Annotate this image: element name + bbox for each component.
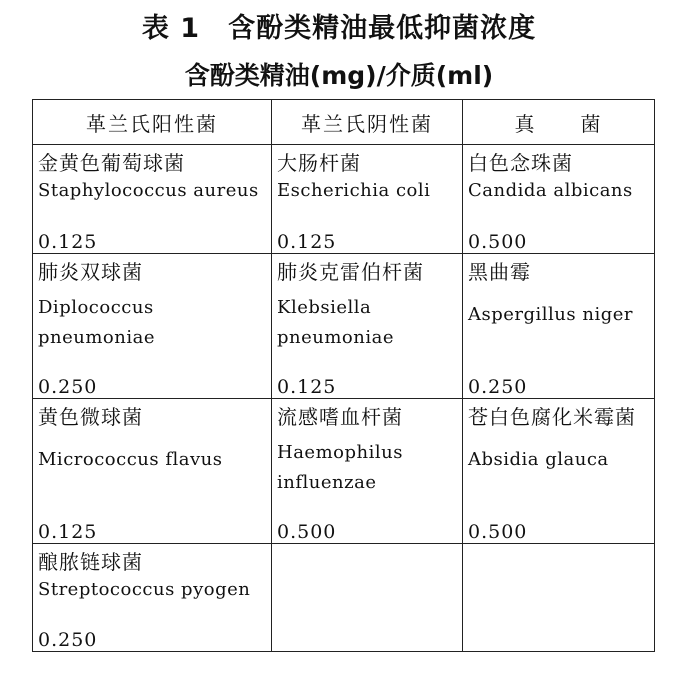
mic-value: 0.500 [468, 231, 528, 253]
table-cell [33, 145, 272, 254]
cn-name: 肺炎双球菌 [38, 260, 143, 284]
table-cell [33, 544, 272, 652]
cn-name: 苍白色腐化米霉菌 [468, 405, 636, 429]
mic-value: 0.125 [277, 376, 337, 398]
table-cell [272, 254, 463, 399]
mic-table [32, 99, 655, 652]
sci-name: Haemophilus influenzae [277, 442, 403, 493]
header-gram-negative: 革兰氏阴性菌 [272, 100, 463, 145]
cn-name: 白色念珠菌 [468, 151, 573, 175]
table-cell [272, 145, 463, 254]
table-cell [33, 254, 272, 399]
sci-name: Aspergillus niger [468, 304, 633, 325]
cn-name: 金黄色葡萄球菌 [38, 151, 185, 175]
table-cell [463, 145, 655, 254]
sci-name: Streptococcus pyogen [38, 579, 251, 600]
sci-name: Diplococcus pneumoniae [38, 297, 155, 348]
sci-name: Escherichia coli [277, 180, 431, 201]
header-gram-positive: 革兰氏阳性菌 [33, 100, 272, 145]
mic-value: 0.250 [468, 376, 528, 398]
cn-name: 肺炎克雷伯杆菌 [277, 260, 424, 284]
header-row [33, 100, 655, 145]
cn-name: 黑曲霉 [468, 260, 531, 284]
mic-value: 0.125 [38, 231, 98, 253]
mic-value: 0.125 [38, 521, 98, 543]
table-subtitle: 含酚类精油(mg)/介质(ml) [184, 61, 494, 90]
header-fungi: 真 菌 [463, 100, 655, 145]
cn-name: 大肠杆菌 [277, 151, 361, 175]
mic-value: 0.250 [38, 629, 98, 651]
table-row [33, 145, 655, 254]
table-row [33, 399, 655, 544]
table-cell [272, 399, 463, 544]
table-row [33, 254, 655, 399]
cn-name: 酿脓链球菌 [38, 550, 143, 574]
table-row [33, 544, 655, 652]
table-cell-empty [272, 544, 463, 652]
table-cell [463, 399, 655, 544]
sci-name: Klebsiella pneumoniae [277, 297, 394, 348]
cn-name: 黄色微球菌 [38, 405, 143, 429]
table-cell [463, 254, 655, 399]
sci-name: Staphylococcus aureus [38, 180, 259, 201]
mic-value: 0.500 [277, 521, 337, 543]
table-title: 表 1 含酚类精油最低抑菌浓度 [141, 13, 537, 44]
sci-name: Candida albicans [468, 180, 633, 201]
table-cell [33, 399, 272, 544]
cn-name: 流感嗜血杆菌 [277, 405, 403, 429]
table-cell-empty [463, 544, 655, 652]
mic-value: 0.125 [277, 231, 337, 253]
sci-name: Absidia glauca [468, 449, 609, 470]
mic-value: 0.500 [468, 521, 528, 543]
sci-name: Micrococcus flavus [38, 449, 223, 470]
mic-value: 0.250 [38, 376, 98, 398]
